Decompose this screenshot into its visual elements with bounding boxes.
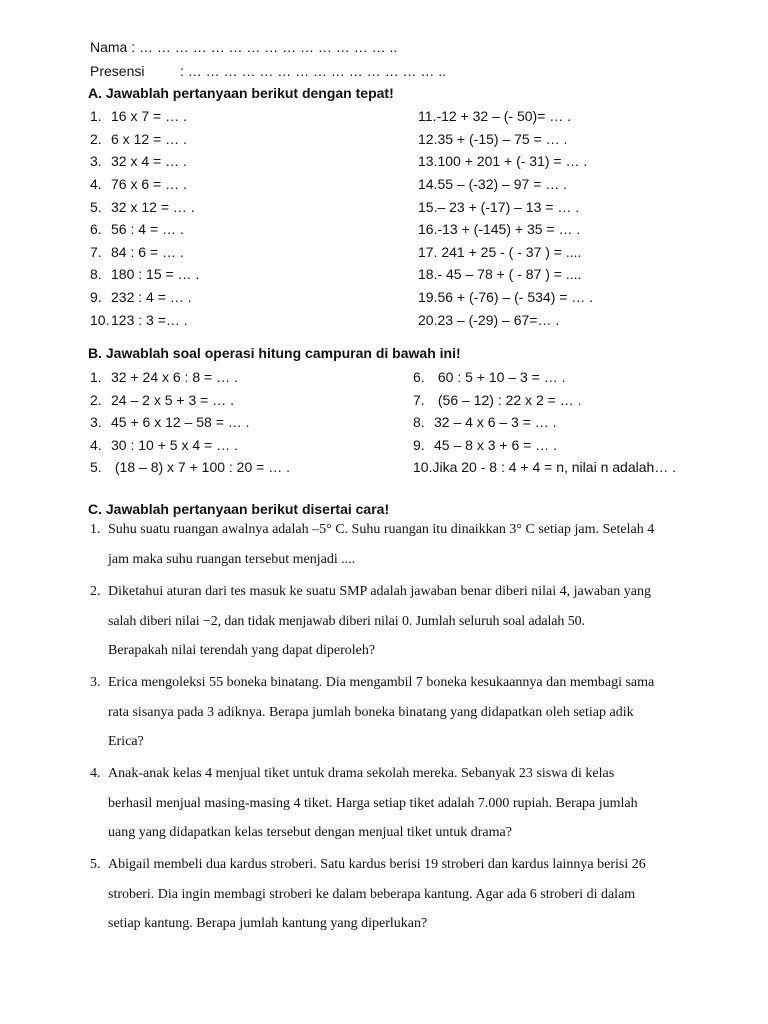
list-item: 15.– 23 + (-17) – 13 = … .: [418, 199, 580, 215]
list-item: 1. 16 x 7 = … .: [90, 108, 187, 124]
list-item: 14.55 – (-32) – 97 = … .: [418, 176, 568, 192]
question-text: Anak-anak kelas 4 menjual tiket untuk drama sekolah mereka. Sebanyak 23 siswa di kelas: [108, 766, 615, 781]
list-item: 1. 32 + 24 x 6 : 8 = … .: [90, 369, 238, 385]
question-text: salah diberi nilai −2, dan tidak menjawab diberi nilai 0. Jumlah seluruh soal adalah 50.: [108, 614, 585, 629]
list-item: 4. 76 x 6 = … .: [90, 176, 187, 192]
question-text: Abigail membeli dua kardus stroberi. Satu kardus berisi 19 stroberi dan kardus lainnya berisi 26: [108, 857, 646, 872]
list-item: 10.Jika 20 - 8 : 4 + 4 = n, nilai n adalah… .: [413, 459, 677, 475]
list-item: 20.23 – (-29) – 67=… .: [418, 312, 560, 328]
question-number: 5.: [90, 857, 101, 872]
list-item: 7. (56 – 12) : 22 x 2 = … .: [413, 392, 582, 408]
list-item: 6. 60 : 5 + 10 – 3 = … .: [413, 369, 566, 385]
list-item: 18.- 45 – 78 + ( - 87 ) = ....: [418, 266, 582, 282]
question-text: Erica mengoleksi 55 boneka binatang. Dia mengambil 7 boneka kesukaannya dan membagi sama: [108, 675, 655, 690]
question-number: 3.: [90, 675, 101, 690]
list-item: 12.35 + (-15) – 75 = … .: [418, 131, 568, 147]
list-item: 3. 32 x 4 = … .: [90, 153, 187, 169]
section-c-title: C. Jawablah pertanyaan berikut disertai cara!: [88, 501, 390, 517]
question-number: 1.: [90, 522, 101, 537]
list-item: 9. 232 : 4 = … .: [90, 289, 192, 305]
section-b-title: B. Jawablah soal operasi hitung campuran di bawah ini!: [88, 345, 461, 361]
question-text: Berapakah nilai terendah yang dapat diperoleh?: [108, 643, 376, 658]
list-item: 11.-12 + 32 – (- 50)= … .: [418, 108, 572, 124]
list-item: 10. 123 : 3 =… .: [90, 312, 188, 328]
list-item: 13.100 + 201 + (- 31) = … .: [418, 153, 588, 169]
list-item: 9. 45 – 8 x 3 + 6 = … .: [413, 437, 557, 453]
presensi-value: : … … … … … … … … … … … … … … ..: [180, 63, 447, 79]
section-a-title: A. Jawablah pertanyaan berikut dengan tepat!: [88, 85, 394, 101]
list-item: 5. 32 x 12 = … .: [90, 199, 195, 215]
question-text: stroberi. Dia ingin membagi stroberi ke dalam beberapa kantung. Agar ada 6 stroberi di dalam: [108, 887, 636, 902]
list-item: 3. 45 + 6 x 12 – 58 = … .: [90, 414, 250, 430]
list-item: 8. 32 – 4 x 6 – 3 = … .: [413, 414, 557, 430]
list-item: 19.56 + (-76) – (- 534) = … .: [418, 289, 594, 305]
list-item: 17. 241 + 25 - ( - 37 ) = ....: [418, 244, 582, 260]
list-item: 8. 180 : 15 = … .: [90, 266, 200, 282]
question-text: rata sisanya pada 3 adiknya. Berapa jumlah boneka binatang yang didapatkan oleh setiap adik: [108, 705, 634, 720]
list-item: 5. (18 – 8) x 7 + 100 : 20 = … .: [90, 459, 290, 475]
question-text: berhasil menjual masing-masing 4 tiket. Harga setiap tiket adalah 7.000 rupiah. Berapa jumlah: [108, 796, 638, 811]
list-item: 6. 56 : 4 = … .: [90, 221, 184, 237]
list-item: 7. 84 : 6 = … .: [90, 244, 184, 260]
question-text: uang yang didapatkan kelas tersebut dengan menjual tiket untuk drama?: [108, 825, 512, 840]
question-text: jam maka suhu ruangan tersebut menjadi ....: [108, 552, 356, 567]
list-item: 2. 24 – 2 x 5 + 3 = … .: [90, 392, 234, 408]
nama-line: Nama : … … … … … … … … … … … … … … ..: [90, 39, 398, 55]
presensi-label: Presensi: [90, 63, 145, 79]
question-text: setiap kantung. Berapa jumlah kantung yang diperlukan?: [108, 916, 428, 931]
question-text: Erica?: [108, 734, 144, 749]
question-number: 2.: [90, 584, 101, 599]
question-text: Diketahui aturan dari tes masuk ke suatu SMP adalah jawaban benar diberi nilai 4, jawaban yang: [108, 584, 651, 599]
question-number: 4.: [90, 766, 101, 781]
list-item: 4. 30 : 10 + 5 x 4 = … .: [90, 437, 238, 453]
list-item: 2. 6 x 12 = … .: [90, 131, 187, 147]
question-text: Suhu suatu ruangan awalnya adalah –5° C. Suhu ruangan itu dinaikkan 3° C setiap jam. Setelah 4: [108, 522, 655, 537]
list-item: 16.-13 + (-145) + 35 = … .: [418, 221, 581, 237]
